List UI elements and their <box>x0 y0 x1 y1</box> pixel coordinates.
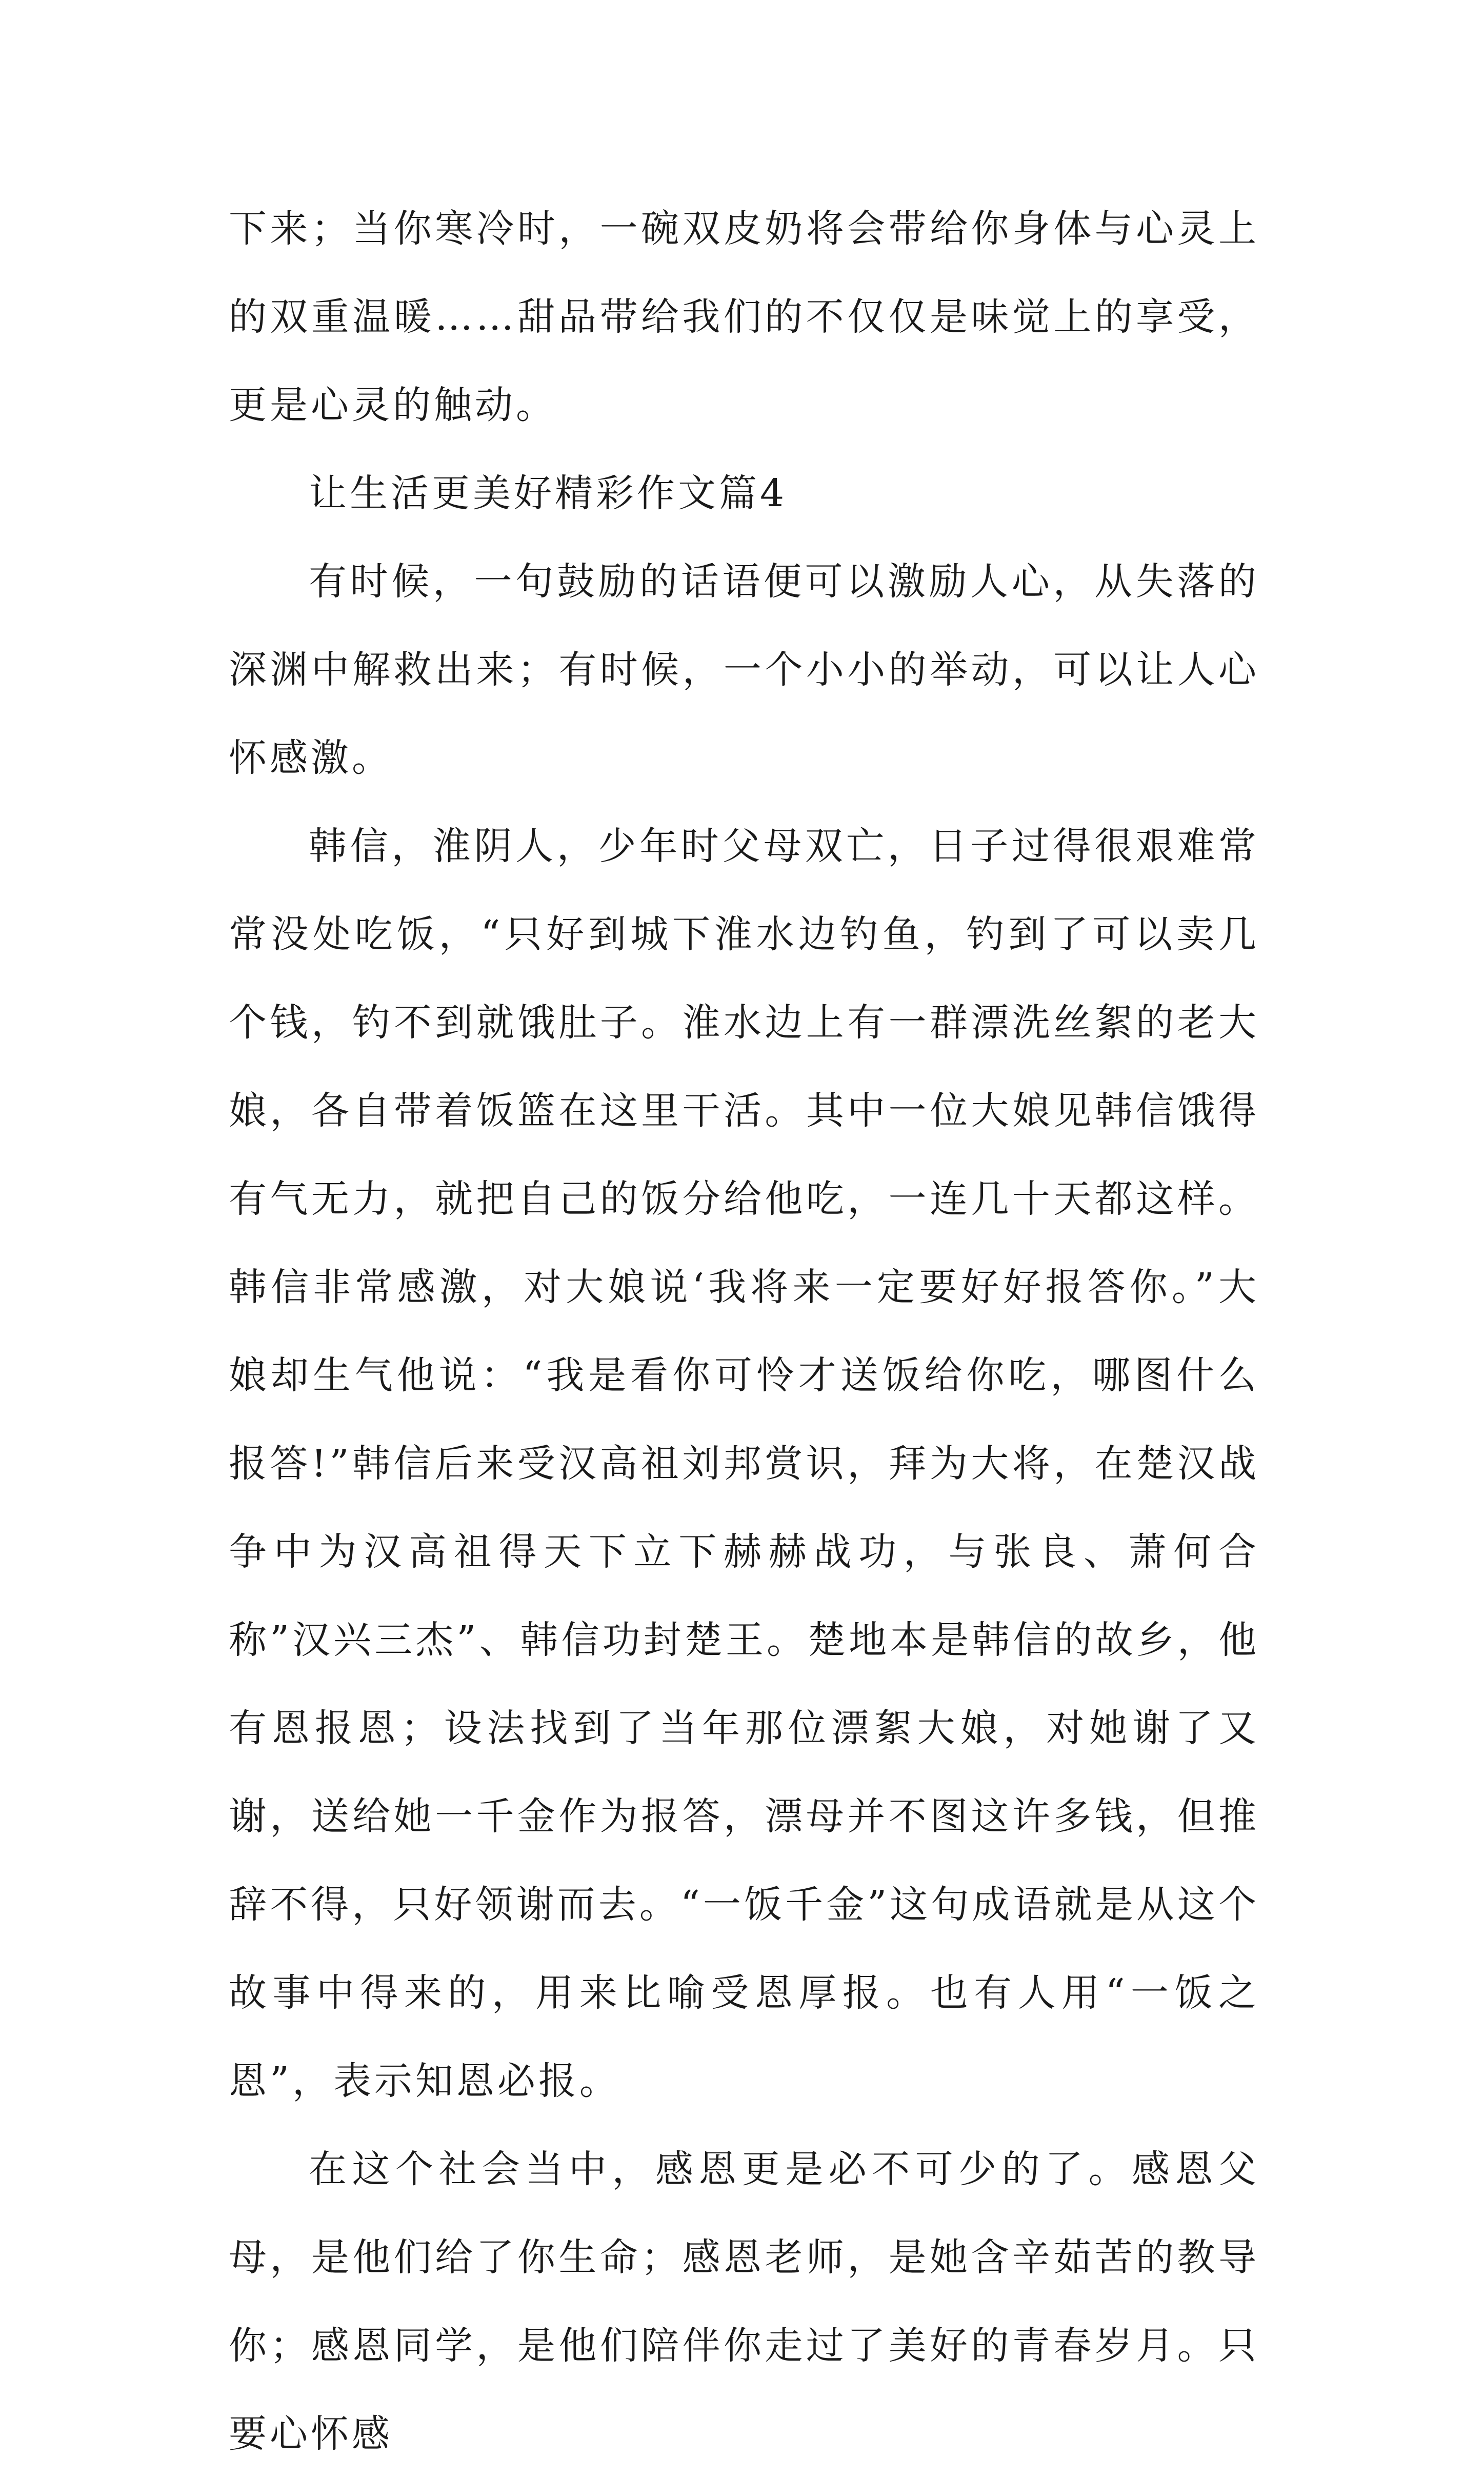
body-paragraph-1: 有时候，一句鼓励的话语便可以激励人心，从失落的深渊中解救出来；有时候，一个小小的举动，可以让人心怀感激。 <box>229 559 1259 780</box>
body-paragraph-2: 韩信，淮阴人，少年时父母双亡，日子过得很艰难常常没处吃饭，“只好到城下淮水边钓鱼，钓到了可以卖几个钱，钓不到就饿肚子。淮水边上有一群漂洗丝絮的老大娘，各自带着饭篮在这里干活。其中一位大娘见韩信饿得有气无力，就把自己的饭分给他吃，一连几十天都这样。韩信非常感激，对大娘说‘我将来一定要好好报答你。”大娘却生气他说：“我是看你可怜才送饭给你吃，哪图什么报答!”韩信后来受汉高祖刘邦赏识，拜为大将，在楚汉战争中为汉高祖得天下立下赫赫战功，与张良、萧何合称”汉兴三杰”、韩信功封楚王。楚地本是韩信的故乡，他有恩报恩；设法找到了当年那位漂絮大娘，对她谢了又谢，送给她一千金作为报答，漂母并不图这许多钱，但推辞不得，只好领谢而去。“一饭千金”这句成语就是从这个故事中得来的，用来比喻受恩厚报。也有人用“一饭之恩”，表示知恩必报。 <box>229 824 1259 2103</box>
document-body <box>229 185 1259 2478</box>
body-paragraph-3: 在这个社会当中，感恩更是必不可少的了。感恩父母，是他们给了你生命；感恩老师，是她含辛茹苦的教导你；感恩同学，是他们陪伴你走过了美好的青春岁月。只要心怀感 <box>229 2147 1259 2456</box>
continuation-paragraph: 下来；当你寒冷时，一碗双皮奶将会带给你身体与心灵上的双重温暖……甜品带给我们的不仅仅是味觉上的享受，更是心灵的触动。 <box>229 207 1259 427</box>
section-title: 让生活更美好精彩作文篇4 <box>309 471 788 515</box>
